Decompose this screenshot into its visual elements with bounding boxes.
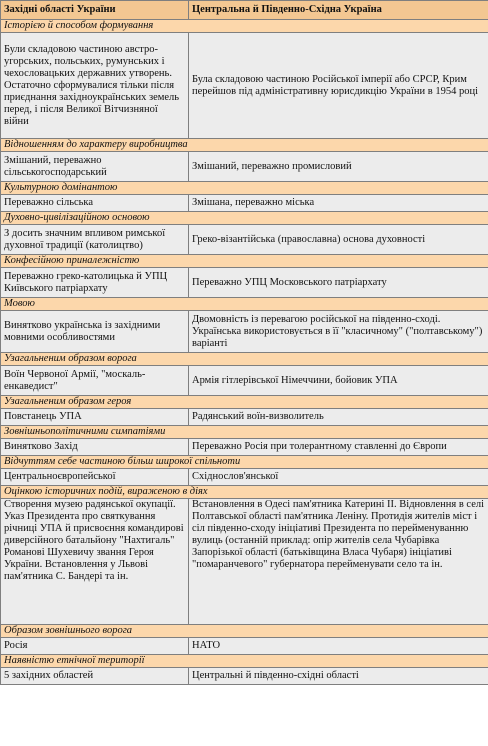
section-row [1, 486, 488, 499]
section-row [1, 182, 488, 195]
east-cell: Радянський воїн-визволитель [189, 409, 488, 426]
east-cell: Східнослов'янської [189, 469, 488, 486]
table-row [1, 311, 488, 353]
header-west: Західні області України [1, 1, 189, 20]
west-cell: Повстанець УПА [1, 409, 189, 426]
table-row [1, 469, 488, 486]
west-cell: Росія [1, 638, 189, 655]
west-cell: Переважно сільська [1, 195, 189, 212]
table-row [1, 499, 488, 625]
west-cell: Винятково Захід [1, 439, 189, 456]
east-cell: Змішаний, переважно промисловий [189, 152, 488, 182]
west-cell: З досить значним впливом римської духовної традиції (католицтво) [1, 225, 189, 255]
table-row [1, 152, 488, 182]
section-title: Культурною домінантою [1, 182, 488, 195]
west-cell: Центральноєвропейської [1, 469, 189, 486]
section-title: Оцінкою історичних подій, вираженою в діях [1, 486, 488, 499]
table-row [1, 195, 488, 212]
east-cell: Переважно УПЦ Московського патріархату [189, 268, 488, 298]
section-title: Наявністю етнічної території [1, 655, 488, 668]
west-cell: Переважно греко-католицька й УПЦ Київського патріархату [1, 268, 189, 298]
table-row [1, 439, 488, 456]
east-cell: НАТО [189, 638, 488, 655]
section-title: Духовно-цивілізаційною основою [1, 212, 488, 225]
section-row [1, 20, 488, 33]
section-title: Відчуттям себе частиною більш широкої спільноти [1, 456, 488, 469]
table-row [1, 225, 488, 255]
section-title: Узагальненим образом героя [1, 396, 488, 409]
east-cell: Армія гітлерівської Німеччини, бойовик УПА [189, 366, 488, 396]
section-title: Історією й способом формування [1, 20, 488, 33]
section-title: Мовою [1, 298, 488, 311]
east-cell: Змішана, переважно міська [189, 195, 488, 212]
west-cell: Змішаний, переважно сільськогосподарський [1, 152, 189, 182]
east-cell: Переважно Росія при толерантному ставленні до Європи [189, 439, 488, 456]
table-row [1, 268, 488, 298]
table-row [1, 409, 488, 426]
section-row [1, 426, 488, 439]
header-row [1, 1, 488, 20]
section-title: Конфесійною приналежністю [1, 255, 488, 268]
east-cell: Встановлення в Одесі пам'ятника Катерині ІІ. Відновлення в селі Полтавської області пам'ятника Леніну. Протидія жителів міст і сіл південно-сходу ініціативі Президента по перейменуванню вулиць (останній приклад: опір жителів села Чубарівка Запорізької області (батьківщина Власа Чубаря) ініціативі "помаранчевого" губернатора перейменувати село та ін. [189, 499, 488, 625]
section-title: Відношенням до характеру виробництва [1, 139, 488, 152]
west-cell: Були складовою частиною австро-угорських, польських, румунських і чехословацьких державних утворень. Остаточно сформувалися тільки після приєднання західноукраїнських земель перед, і після Великої Вітчизняної війни [1, 33, 189, 139]
section-title: Узагальненим образом ворога [1, 353, 488, 366]
table-row [1, 33, 488, 139]
section-row [1, 456, 488, 469]
section-row [1, 396, 488, 409]
table-row [1, 668, 488, 685]
section-row [1, 655, 488, 668]
east-cell: Центральні й південно-східні області [189, 668, 488, 685]
table-row [1, 366, 488, 396]
west-cell: Воїн Червоної Армії, "москаль-енкаведист" [1, 366, 189, 396]
west-cell: Винятково українська із західними мовними особливостями [1, 311, 189, 353]
table-row [1, 638, 488, 655]
section-title: Зовнішньополітичними симпатіями [1, 426, 488, 439]
section-row [1, 255, 488, 268]
header-east: Центральна й Південно-Східна Україна [189, 1, 488, 20]
west-cell: Створення музею радянської окупації. Указ Президента про святкування річниці УПА й присвоєння командирові диверсійного батальйону "Нахтигаль" Романові Шухевичу звання Героя України. Встановлення у Львові пам'ятника С. Бандері та ін. [1, 499, 189, 625]
section-title: Образом зовнішнього ворога [1, 625, 488, 638]
east-cell: Була складовою частиною Російської імперії або СРСР, Крим перейшов під адміністративну юрисдикцію України в 1954 році [189, 33, 488, 139]
section-row [1, 298, 488, 311]
section-row [1, 212, 488, 225]
east-cell: Греко-візантійська (православна) основа духовності [189, 225, 488, 255]
section-row [1, 353, 488, 366]
section-row [1, 139, 488, 152]
east-cell: Двомовність із перевагою російської на південно-сході. Українська використовується в її "класичному" ("полтавському") варіанті [189, 311, 488, 353]
section-row [1, 625, 488, 638]
west-cell: 5 західних областей [1, 668, 189, 685]
